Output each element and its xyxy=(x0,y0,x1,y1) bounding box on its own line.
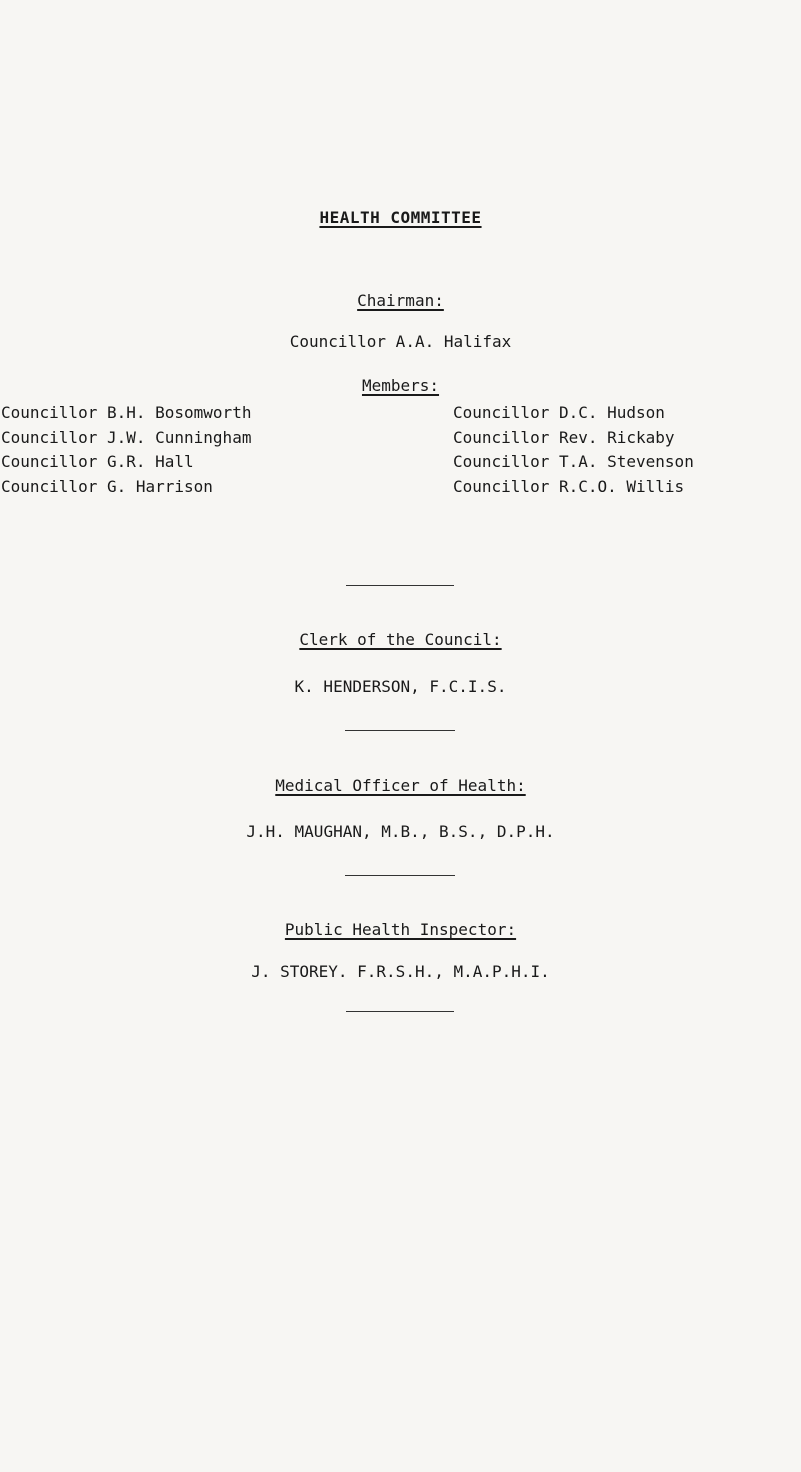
clerk-name: K. HENDERSON, F.C.I.S. xyxy=(294,677,507,696)
clerk-label: Clerk of the Council: xyxy=(299,630,502,649)
member-name: Councillor G. Harrison xyxy=(1,476,213,496)
public-health-inspector-label: Public Health Inspector: xyxy=(284,920,517,939)
members-list-right xyxy=(453,401,694,499)
members-label: Members: xyxy=(361,376,440,395)
public-health-inspector-name: J. STOREY. F.R.S.H., M.A.P.H.I. xyxy=(251,962,550,981)
section-divider xyxy=(345,730,455,731)
medical-officer-label: Medical Officer of Health: xyxy=(275,776,526,795)
medical-officer-name: J.H. MAUGHAN, M.B., B.S., D.P.H. xyxy=(246,822,555,841)
chairman-name: Councillor A.A. Halifax xyxy=(289,332,512,351)
member-name: Councillor B.H. Bosomworth xyxy=(1,403,252,422)
section-divider xyxy=(346,1011,454,1012)
section-divider xyxy=(346,585,454,586)
member-name: Councillor D.C. Hudson xyxy=(453,403,665,422)
member-name: Councillor G.R. Hall xyxy=(1,452,194,472)
member-name: Councillor Rev. Rickaby xyxy=(453,427,675,447)
members-list-left xyxy=(1,401,251,499)
chairman-label: Chairman: xyxy=(357,291,444,310)
section-divider xyxy=(345,875,455,876)
member-name: Councillor T.A. Stevenson xyxy=(453,452,694,472)
member-name: Councillor J.W. Cunningham xyxy=(1,427,252,447)
page-title: HEALTH COMMITTEE xyxy=(319,208,482,227)
member-name: Councillor R.C.O. Willis xyxy=(453,476,685,496)
